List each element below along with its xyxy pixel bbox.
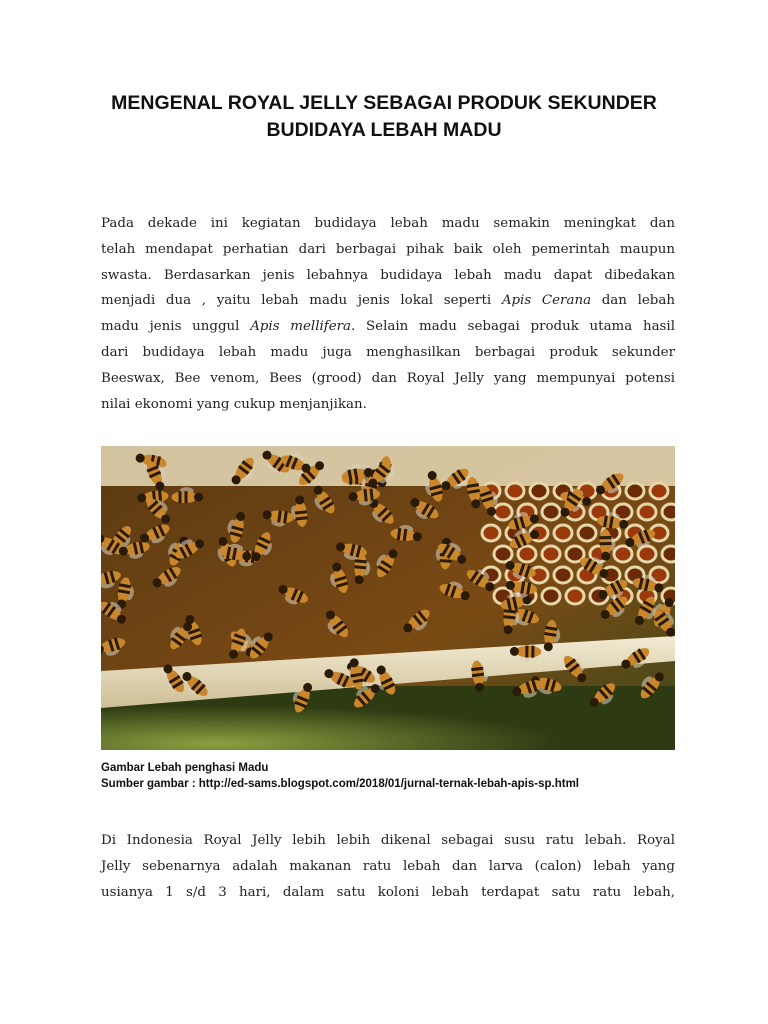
- text-line: nilai ekonomi yang cukup menjanjikan.: [101, 396, 367, 412]
- royal-jelly-paragraph: [101, 828, 675, 905]
- honeycomb-cell: [518, 546, 536, 562]
- honeycomb-cell: [638, 504, 656, 520]
- text-line: Jelly sebenarnya adalah makanan ratu lebah dan larva (calon) lebah yang: [101, 858, 675, 874]
- text-line: Pada dekade ini kegiatan budidaya lebah madu semakin meningkat dan: [101, 216, 675, 231]
- document-title: [80, 90, 688, 144]
- title-line-1: MENGENAL ROYAL JELLY SEBAGAI PRODUK SEKUNDER: [111, 92, 657, 114]
- title-line-2: BUDIDAYA LEBAH MADU: [266, 119, 502, 141]
- honeycomb-cell: [614, 546, 632, 562]
- honeycomb-cell: [494, 546, 512, 562]
- text-run: menjadi dua , yaitu lebah madu jenis lokal seperti: [101, 293, 502, 309]
- honeycomb-cell: [578, 525, 596, 541]
- intro-paragraph: [101, 211, 675, 417]
- honeycomb-cell: [650, 483, 668, 499]
- bee-honeycomb-photo: [101, 446, 675, 750]
- honeycomb-cell: [494, 504, 512, 520]
- text-line: dari budidaya lebah madu juga menghasilkan berbagai produk sekunder: [101, 344, 675, 360]
- honeycomb-cell: [506, 483, 524, 499]
- honeycomb-cell: [662, 504, 675, 520]
- honeycomb-cell: [566, 588, 584, 604]
- text-line: usianya 1 s/d 3 hari, dalam satu koloni lebah terdapat satu ratu lebah,: [101, 884, 675, 900]
- honeycomb-cell: [638, 546, 656, 562]
- honeycomb-cell: [542, 504, 560, 520]
- honeycomb-cell: [482, 525, 500, 541]
- honeycomb-cell: [626, 483, 644, 499]
- honeycomb-cell: [662, 546, 675, 562]
- caption-source: Sumber gambar : http://ed-sams.blogspot.com/2018/01/jurnal-ternak-lebah-apis-sp.html: [101, 778, 579, 790]
- text-run: Selain madu sebagai produk utama hasil: [355, 319, 675, 335]
- text-line: telah mendapat perhatian dari berbagai pihak baik oleh pemerintah maupun: [101, 241, 675, 257]
- text-line: [101, 288, 675, 314]
- text-line: Beeswax, Bee venom, Bees (grood) dan Royal Jelly yang mempunyai potensi: [101, 370, 675, 386]
- text-line: swasta. Berdasarkan jenis lebahnya budidaya lebah madu dapat dibedakan: [101, 267, 675, 283]
- caption-title: Gambar Lebah penghasi Madu: [101, 762, 269, 774]
- honeycomb-cell: [554, 567, 572, 583]
- honeycomb-cell: [554, 525, 572, 541]
- species-name-apis-mellifera: Apis mellifera.: [250, 319, 356, 335]
- text-run: madu jenis unggul: [101, 319, 251, 335]
- figure-caption: [101, 760, 675, 792]
- honeycomb-cell: [542, 546, 560, 562]
- text-line: [101, 314, 675, 340]
- bee-photo-illustration: [101, 446, 675, 750]
- text-run: dan lebah: [591, 293, 675, 309]
- text-line: Di Indonesia Royal Jelly lebih lebih dikenal sebagai susu ratu lebah. Royal: [101, 833, 675, 848]
- honeycomb-cell: [542, 588, 560, 604]
- honeycomb-cell: [530, 483, 548, 499]
- species-name-apis-cerana: Apis Cerana: [501, 293, 592, 309]
